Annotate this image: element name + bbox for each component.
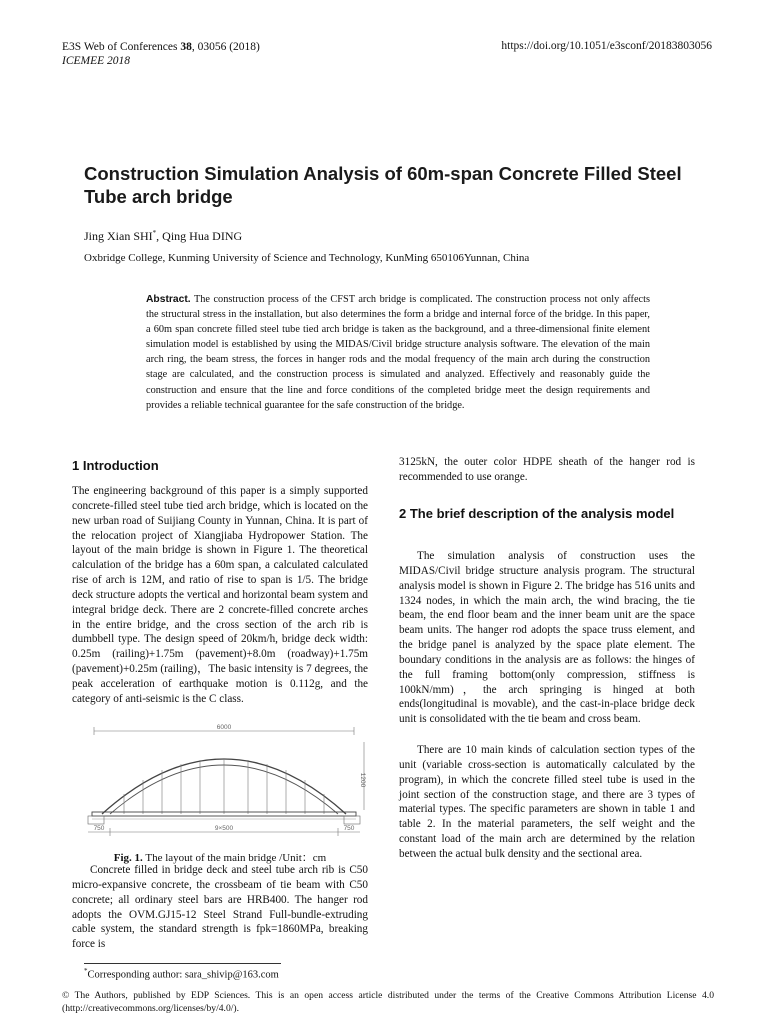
dim-right-label: 750 <box>343 825 355 832</box>
running-header <box>62 40 260 68</box>
event-name: ICEMEE 2018 <box>62 55 131 67</box>
journal-citation: E3S Web of Conferences 38, 03056 (2018) <box>62 41 260 53</box>
dim-left-label: 750 <box>93 825 105 832</box>
corresponding-mark: * <box>152 229 157 237</box>
license-notice: © The Authors, published by EDP Sciences. This is an open access article distributed under the terms of the Creative Commons Attribution License 4.0 (http://creativecommons.org/licenses/by/4.0/). <box>62 990 714 1014</box>
abstract-label: Abstract. <box>146 294 191 305</box>
doi-link[interactable]: https://doi.org/10.1051/e3sconf/20183803056 <box>501 40 712 52</box>
corresponding-author-footnote: *Corresponding author: sara_shivip@163.com <box>84 967 279 981</box>
abstract-text: The construction process of the CFST arch bridge is complicated. The construction process not only affects the structural stress in the installation, but also determines the form a bridge and internal force of the bridge. In this paper, a 60m span concrete filled steel tube tied arch bridge is taken as the background, and a three-dimensional finite element simulation model is established by using the MIDAS/Civil bridge structure analysis software. The elevation of the main arch ring, the beam stress, the forces in hanger rods and the modal frequency of the main arch during the construction stage are calculated, and the construction process is simulated and analyzed. Effectively and reasonably guide the construction and ensure that the line and force conditions of the completed bridge meet the design requirements and provides a reliable technical guarantee for the safe construction of the bridge. <box>146 294 650 411</box>
intro-paragraph-2: Concrete filled in bridge deck and steel tube arch rib is C50 micro-expansive concrete, the crossbeam of tie beam with C50 concrete; all ordinary steel bars are HRB400. The hanger rod adopts the OVM.GJ15-12 Steel Strand Full-bundle-extruding cable system, the standard strength is fpk=1860MPa, breaking force is <box>72 864 368 951</box>
dim-middle-label: 9×500 <box>214 825 234 832</box>
paper-title: Construction Simulation Analysis of 60m-span Concrete Filled Steel Tube arch bridge <box>84 163 682 207</box>
figure-caption: Fig. 1. The layout of the main bridge /Unit：cm <box>113 852 327 864</box>
dim-span-label: 6000 <box>216 724 232 731</box>
affiliation: Oxbridge College, Kunming University of Science and Technology, KunMing 650106Yunnan, China <box>84 252 530 264</box>
section-heading-analysis-model: 2 The brief description of the analysis model <box>399 506 675 521</box>
abstract <box>146 292 650 413</box>
volume-number: 38 <box>180 41 192 53</box>
section-heading-introduction: 1 Introduction <box>72 458 159 473</box>
dim-rise-label: 1200 <box>359 772 366 788</box>
analysis-paragraph-1: The simulation analysis of construction uses the MIDAS/Civil bridge structure analysis program. The structural analysis model is shown in Figure 2. The bridge has 516 units and 1324 nodes, in which the main arch, the wind bracing, the tie beam, the end floor beam and the inner beam unit are the space beam units. The hanger rod adopts the space truss element, and the bridge panel is analyzed by the space plate element. The boundary conditions in the analysis are as follows: the hinges of the full framing bottom(only compression, stiffness is 100kN/mm)，the arch springing is hinged at both ends(longitudinal is movable), and the cast-in-place bridge deck unit is consolidated with the tie beam and cross beam. <box>399 550 695 726</box>
author-list: Jing Xian SHI*, Qing Hua DING <box>84 229 243 243</box>
analysis-paragraph-2: There are 10 main kinds of calculation section types of the unit (variable cross-section is automatically calculated by the program), in which the concrete filled steel tube is used in the joint section of the construction stage, and there are 3 types of material types. The specific parameters are shown in table 1 and table 2. In the material parameters, the self weight and the constant load of the main arch are determined by the relation between the actual bulk density and the sectional area. <box>399 744 695 860</box>
footnote-rule <box>84 963 281 964</box>
bridge-layout-figure <box>80 722 368 840</box>
right-column-continuation: 3125kN, the outer color HDPE sheath of the hanger rod is recommended to use orange. <box>399 456 695 483</box>
intro-paragraph-1: The engineering background of this paper is a simply supported concrete-filled steel tube tied arch bridge, which is located on the new urban road of Suijiang County in Yunnan, China. It is part of the relocation project of Xiangjiaba Hydropower Station. The layout of the main bridge is shown in Figure 1. The theoretical calculation of the bridge has a 60m span, a calculated calculated rise of arch is 12M, and ratio of rise to span is 1/5. The bridge deck structure adopts the vertical and horizontal beam system and integral bridge deck. There are 2 concrete-filled concrete arches in the entire bridge, and the cross section of the arch rib is dumbbell type. The design speed of 20km/h, bridge deck width: 0.25m (railing)+1.75m (pavement)+8.0m (roadway)+1.75m (pavement)+0.25m (railing)，The basic intensity is 7 degrees, the peak acceleration of earthquake motion is 0.112g, and the category of anti-seismic is the C class. <box>72 485 368 705</box>
